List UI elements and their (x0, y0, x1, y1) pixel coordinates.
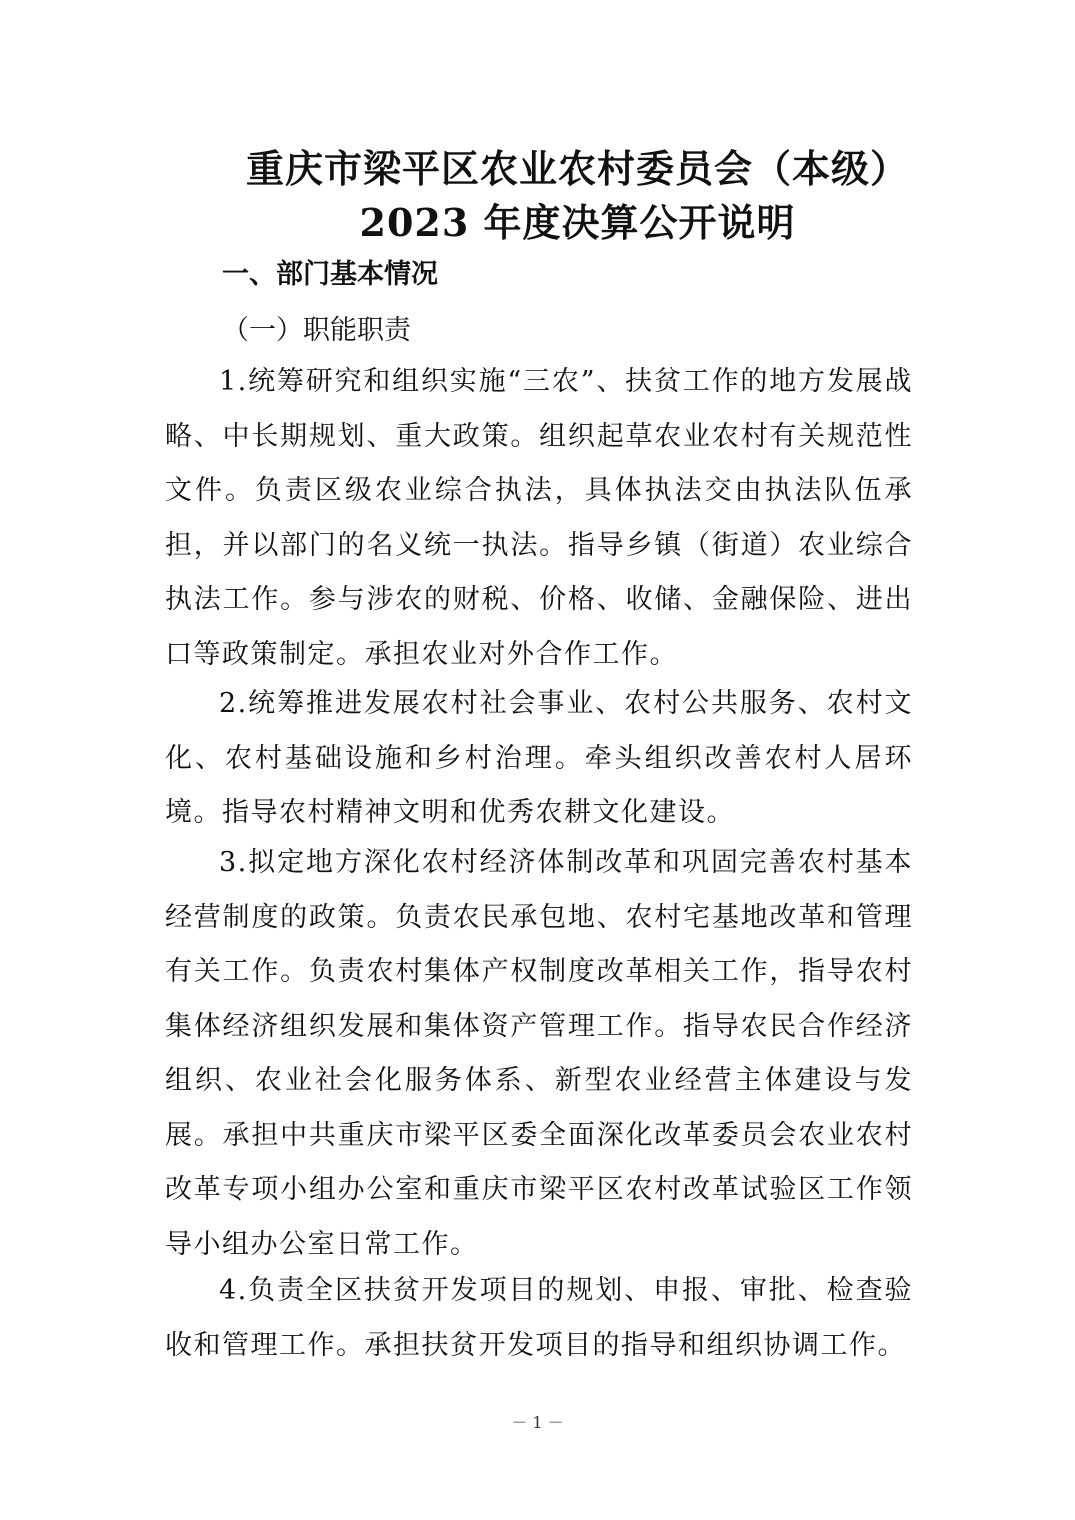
paragraph-2: 2.统筹推进发展农村社会事业、农村公共服务、农村文化、农村基础设施和乡村治理。牵头组织改善农村人居环境。指导农村精神文明和优秀农耕文化建设。 (165, 688, 913, 828)
document-title-line1: 重庆市梁平区农业农村委员会（本级） (245, 146, 909, 191)
document-title-line2: 2023 年度决算公开说明 (359, 200, 796, 245)
paragraph-3: 3.拟定地方深化农村经济体制改革和巩固完善农村基本经营制度的政策。负责农民承包地、农村宅基地改革和管理有关工作。负责农村集体产权制度改革相关工作，指导农村集体经济组织发展和集体资产管理工作。指导农民合作经济组织、农业社会化服务体系、新型农业经营主体建设与发展。承担中共重庆市梁平区委全面深化改革委员会农业农村改革专项小组办公室和重庆市梁平区农村改革试验区工作领导小组办公室日常工作。 (165, 847, 913, 1260)
subsection-heading: （一）职能职责 (222, 315, 411, 346)
paragraph-1: 1.统筹研究和组织实施“三农”、扶贫工作的地方发展战略、中长期规划、重大政策。组织起草农业农村有关规范性文件。负责区级农业综合执法，具体执法交由执法队伍承担，并以部门的名义统一执法。指导乡镇（街道）农业综合执法工作。参与涉农的财税、价格、收储、金融保险、进出口等政策制定。承担农业对外合作工作。 (165, 366, 913, 670)
page-number: － 1 － (511, 1413, 564, 1432)
paragraph-4: 4.负责全区扶贫开发项目的规划、申报、审批、检查验收和管理工作。承担扶贫开发项目的指导和组织协调工作。 (165, 1275, 913, 1361)
section-heading: 一、部门基本情况 (222, 259, 438, 290)
